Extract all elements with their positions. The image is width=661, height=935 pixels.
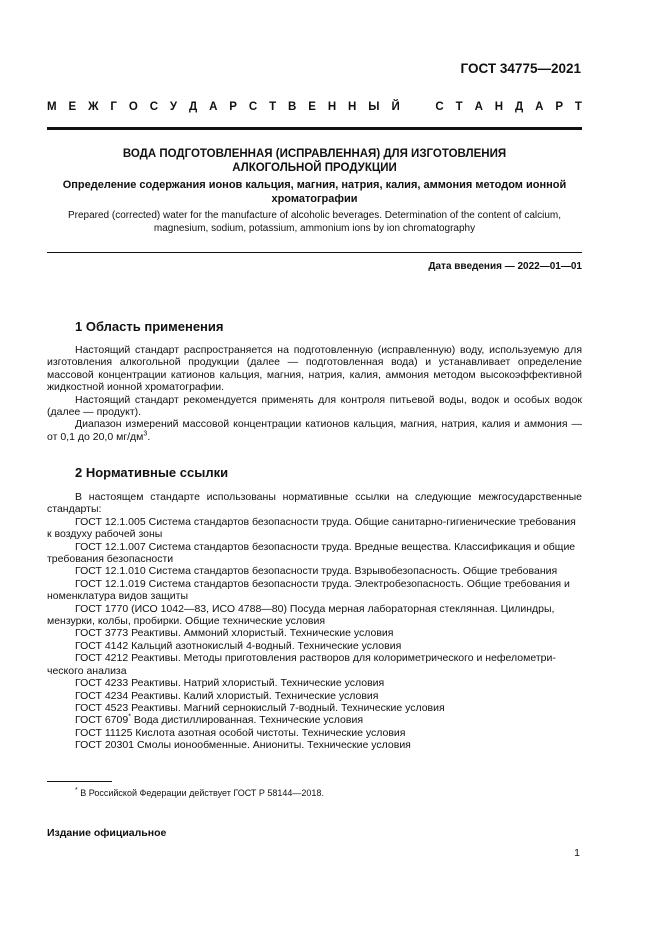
heading-letter: В: [288, 101, 297, 113]
heading-letter: М: [47, 101, 57, 113]
footnote-mark: *: [128, 713, 131, 721]
reference-item: ГОСТ 20301 Смолы ионообменные. Аниониты. Технические условия: [75, 739, 411, 752]
reference-item: ГОСТ 12.1.007 Система стандартов безопасности труда. Вредные вещества. Классификация и общие требования безопасности: [47, 540, 576, 566]
intro-date: Дата введения — 2022—01—01: [428, 261, 582, 272]
section-2-intro: В настоящем стандарте использованы нормативные ссылки на следующие межгосударственные стандарты:: [47, 491, 582, 516]
heading-letter: Н: [327, 101, 337, 113]
section-1-paragraph: Настоящий стандарт рекомендуется применять для контроля питьевой воды, водок и особых водок (далее — продукт).: [47, 393, 582, 419]
reference-item: ГОСТ 4142 Кальций азотнокислый 4-водный. Технические условия: [75, 639, 402, 652]
reference-item: ГОСТ 12.1.005 Система стандартов безопасности труда. Общие санитарно-гигиенические требования к воздуху рабочей зоны: [47, 515, 576, 541]
edition-label: Издание официальное: [47, 827, 167, 839]
heading-letter: А: [535, 101, 544, 113]
heading-letter: Г: [110, 101, 117, 113]
heading-letter: С: [435, 101, 444, 113]
heading-letter: Ж: [88, 101, 99, 113]
heading-letter: Н: [348, 101, 357, 113]
document-subtitle: [47, 178, 582, 206]
reference-item: ГОСТ 1770 (ИСО 1042—83, ИСО 4788—80) Посуда мерная лабораторная стеклянная. Цилиндры, мензурки, колбы, пробирки. Общие технические условия: [47, 602, 555, 628]
reference-item: ГОСТ 12.1.019 Система стандартов безопасности труда. Электробезопасность. Общие требования и номенклатура видов защиты: [47, 577, 570, 603]
superscript: 3: [143, 430, 148, 438]
section-2-body: [47, 491, 582, 752]
header-divider: [47, 127, 582, 130]
title-divider: [47, 252, 582, 253]
subtitle-line-1: Определение содержания ионов кальция, магния, натрия, калия, аммония методом ионной: [62, 179, 567, 191]
heading-letter: Р: [229, 101, 237, 113]
range-text: Диапазон измерений массовой концентрации катионов кальция, магния, натрия, калия и аммония — от 0,1 до 20,0 мг/дм: [47, 418, 582, 443]
standard-type-heading: [47, 101, 582, 113]
section-1-paragraph: [47, 418, 582, 443]
heading-letter: Т: [269, 101, 277, 113]
heading-letter: Ы: [368, 101, 380, 113]
heading-letter: Р: [555, 101, 564, 113]
reference-item: ГОСТ 4234 Реактивы. Калий хлористый. Технические условия: [75, 689, 379, 702]
heading-letter: Й: [391, 101, 400, 113]
reference-item: [47, 714, 582, 726]
section-1-body: [47, 344, 582, 443]
english-title-line-2: magnesium, sodium, potassium, ammonium ions by ion chromatography: [153, 223, 476, 234]
footnote-divider: [47, 781, 112, 782]
heading-letter: Т: [574, 101, 582, 113]
reference-item: ГОСТ 11125 Кислота азотная особой чистоты. Технические условия: [75, 726, 406, 739]
document-title: [47, 147, 582, 175]
heading-letter: А: [209, 101, 218, 113]
heading-letter: Н: [494, 101, 504, 113]
section-2-heading: 2 Нормативные ссылки: [75, 465, 229, 480]
gost-number: ГОСТ 34775—2021: [460, 61, 581, 76]
reference-title: Вода дистиллированная. Технические условия: [130, 714, 364, 727]
reference-item: ГОСТ 4212 Реактивы. Методы приготовления растворов для колориметрического и нефелометрического анализа: [47, 652, 556, 677]
reference-item: ГОСТ 4233 Реактивы. Натрий хлористый. Технические условия: [75, 677, 385, 690]
english-title-line-1: Prepared (corrected) water for the manufacture of alcoholic beverages. Determination of the content of calcium,: [67, 210, 562, 221]
footnote: [75, 788, 324, 798]
heading-letter: Е: [68, 101, 77, 113]
footnote-mark: *: [75, 787, 78, 794]
reference-list: [47, 516, 582, 752]
period: .: [147, 430, 151, 443]
heading-letter: С: [248, 101, 258, 113]
section-1-paragraph: Настоящий стандарт распространяется на подготовленную (исправленную) воду, используемую для изготовления алкогольной продукции (далее — подготовленная вода) и устанавливает определение массовой концентрации катионов кальция, магния, натрия, калия, аммония методом высокоэффективной жидкостной ионной хроматографии.: [47, 344, 582, 394]
page-number: 1: [574, 847, 580, 859]
reference-item: ГОСТ 3773 Реактивы. Аммоний хлористый. Технические условия: [75, 627, 394, 640]
heading-letter: О: [128, 101, 138, 113]
heading-letter: Д: [515, 101, 524, 113]
heading-letter: Е: [308, 101, 316, 113]
heading-letter: У: [169, 101, 178, 113]
heading-letter: С: [149, 101, 158, 113]
reference-code: ГОСТ 6709: [75, 714, 129, 727]
english-title: [47, 209, 582, 235]
title-line-1: ВОДА ПОДГОТОВЛЕННАЯ (ИСПРАВЛЕННАЯ) ДЛЯ ИЗГОТОВЛЕНИЯ: [122, 148, 507, 160]
title-line-2: АЛКОГОЛЬНОЙ ПРОДУКЦИИ: [232, 162, 397, 174]
heading-letter: Т: [455, 101, 463, 113]
subtitle-line-2: хроматографии: [271, 193, 358, 205]
heading-letter: А: [474, 101, 483, 113]
reference-item: ГОСТ 12.1.010 Система стандартов безопасности труда. Взрывобезопасность. Общие требования: [75, 565, 558, 578]
section-1-heading: 1 Область применения: [75, 319, 224, 334]
footnote-text: В Российской Федерации действует ГОСТ Р 58144—2018.: [77, 788, 324, 798]
heading-letter: Д: [188, 101, 198, 113]
reference-item: ГОСТ 4523 Реактивы. Магний сернокислый 7-водный. Технические условия: [75, 701, 445, 714]
